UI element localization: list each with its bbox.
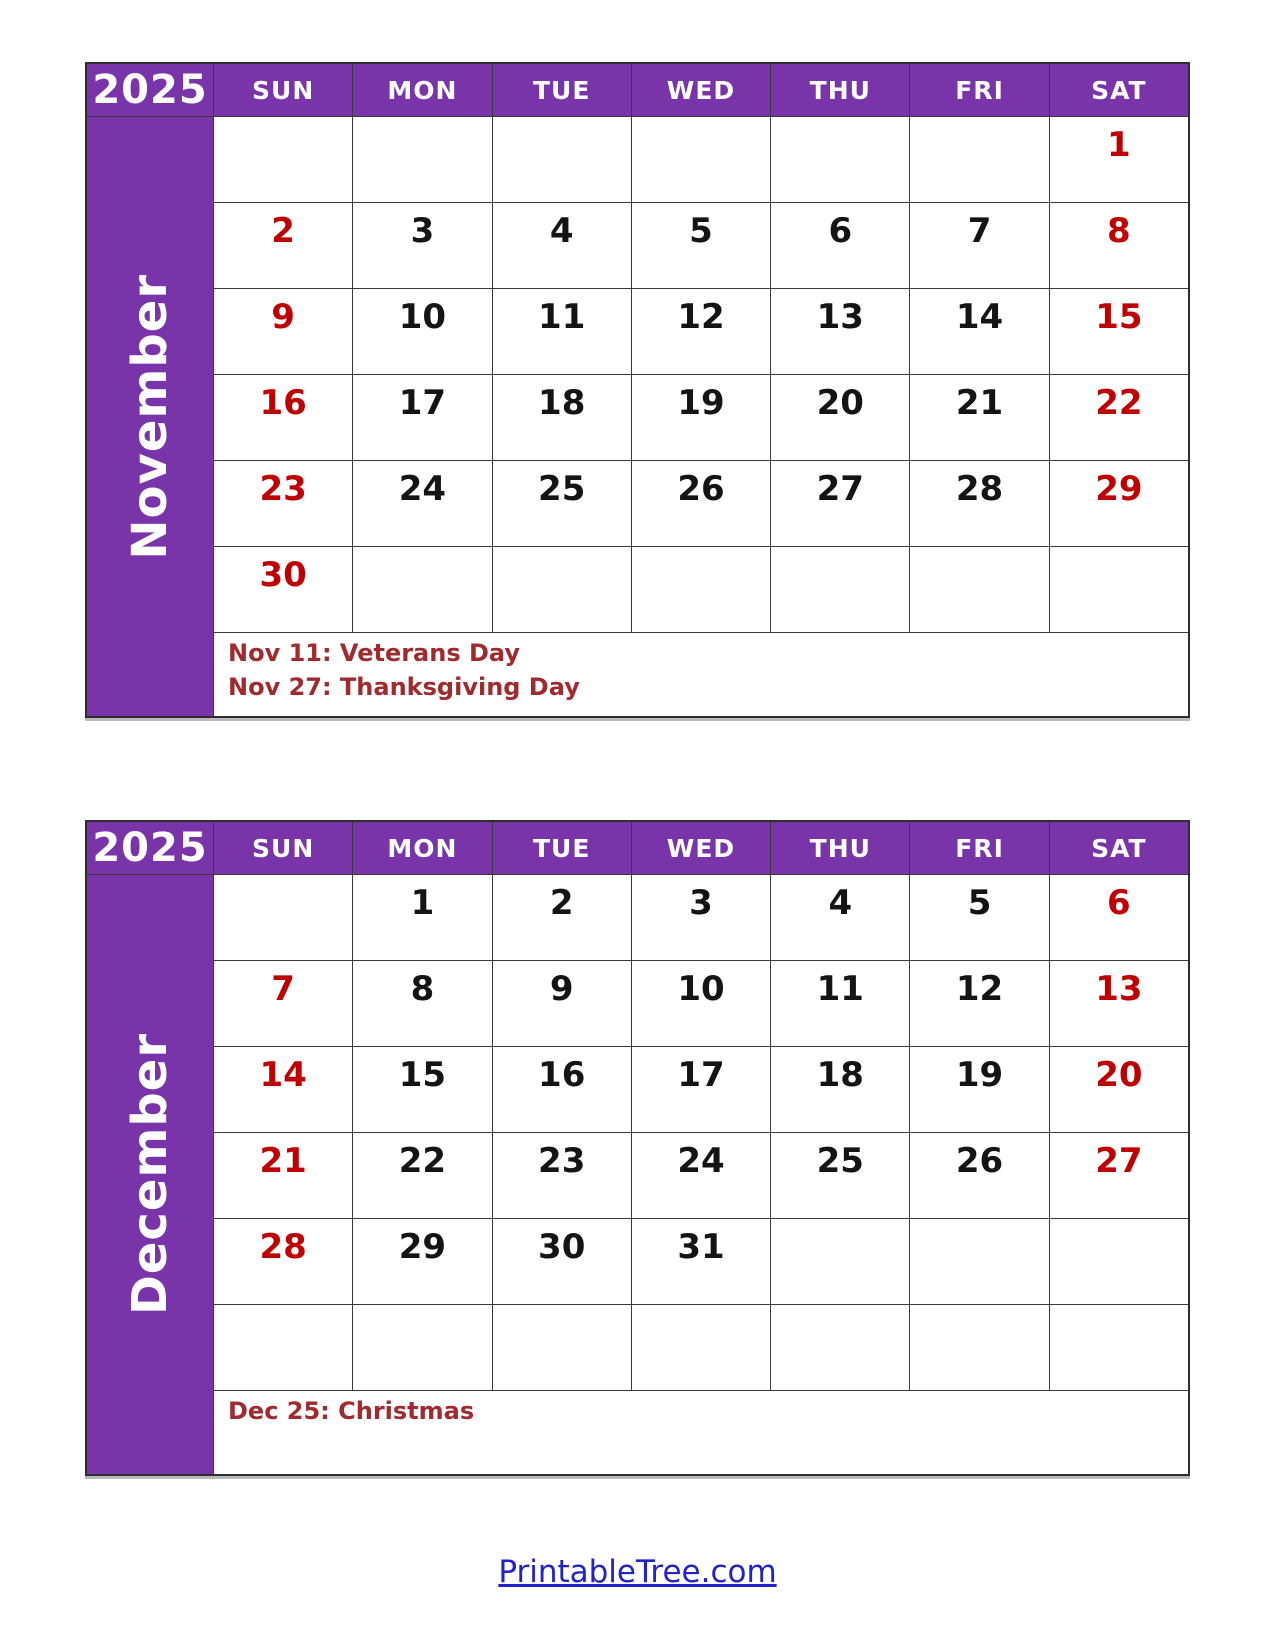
calendar-day-cell: 17 (632, 1047, 770, 1132)
holiday-line: Nov 27: Thanksgiving Day (228, 672, 580, 701)
december-calendar (85, 820, 1190, 1476)
day-header-wed: WED (632, 64, 770, 116)
calendar-day-cell: 7 (214, 961, 352, 1046)
calendar-day-cell: 7 (910, 203, 1048, 288)
calendar-day-cell: 28 (214, 1219, 352, 1304)
calendar-day-cell (493, 1305, 631, 1390)
calendar-day-cell (632, 1305, 770, 1390)
calendar-day-cell: 6 (1050, 875, 1188, 960)
calendar-day-cell (910, 1219, 1048, 1304)
calendar-day-cell: 3 (632, 875, 770, 960)
day-header-sat: SAT (1050, 822, 1188, 874)
month-label: December (122, 1033, 178, 1316)
calendar-day-cell: 4 (493, 203, 631, 288)
day-header-sun: SUN (214, 64, 352, 116)
calendar-day-cell: 25 (493, 461, 631, 546)
calendar-day-cell: 12 (632, 289, 770, 374)
calendar-day-cell (771, 547, 909, 632)
calendar-day-cell: 19 (910, 1047, 1048, 1132)
calendar-day-cell: 30 (493, 1219, 631, 1304)
day-header-sun: SUN (214, 822, 352, 874)
calendar-day-cell: 11 (771, 961, 909, 1046)
november-calendar (85, 62, 1190, 718)
calendar-day-cell (493, 117, 631, 202)
holiday-notes (214, 1391, 1188, 1474)
calendar-day-cell: 26 (910, 1133, 1048, 1218)
calendar-day-cell: 27 (1050, 1133, 1188, 1218)
calendar-day-cell (771, 1305, 909, 1390)
year-label: 2025 (87, 822, 213, 874)
calendar-day-cell (632, 117, 770, 202)
day-header-mon: MON (353, 822, 491, 874)
calendar-day-cell: 30 (214, 547, 352, 632)
calendar-day-cell: 9 (214, 289, 352, 374)
holiday-line: Nov 11: Veterans Day (228, 639, 520, 667)
calendar-day-cell (214, 117, 352, 202)
calendar-day-cell: 23 (493, 1133, 631, 1218)
calendar-day-cell (910, 547, 1048, 632)
calendar-day-cell (632, 547, 770, 632)
calendar-day-cell: 1 (353, 875, 491, 960)
calendar-day-cell: 16 (214, 375, 352, 460)
calendar-day-cell (214, 1305, 352, 1390)
month-sidebar (87, 117, 213, 716)
day-header-thu: THU (771, 822, 909, 874)
calendar-day-cell: 13 (1050, 961, 1188, 1046)
footer (0, 1554, 1275, 1590)
calendar-day-cell: 2 (214, 203, 352, 288)
calendar-day-cell: 15 (1050, 289, 1188, 374)
calendar-day-cell: 14 (214, 1047, 352, 1132)
calendar-day-cell: 17 (353, 375, 491, 460)
day-header-tue: TUE (493, 822, 631, 874)
day-header-fri: FRI (910, 822, 1048, 874)
calendar-day-cell: 25 (771, 1133, 909, 1218)
calendar-day-cell: 16 (493, 1047, 631, 1132)
calendar-day-cell (1050, 547, 1188, 632)
calendar-day-cell: 8 (353, 961, 491, 1046)
day-header-fri: FRI (910, 64, 1048, 116)
calendar-day-cell (771, 117, 909, 202)
calendar-day-cell: 24 (353, 461, 491, 546)
calendar-day-cell: 22 (1050, 375, 1188, 460)
calendar-day-cell: 26 (632, 461, 770, 546)
day-header-mon: MON (353, 64, 491, 116)
calendar-day-cell: 4 (771, 875, 909, 960)
calendar-day-cell: 21 (910, 375, 1048, 460)
calendar-day-cell (353, 547, 491, 632)
calendar-day-cell (493, 547, 631, 632)
calendar-day-cell: 22 (353, 1133, 491, 1218)
calendar-day-cell: 29 (1050, 461, 1188, 546)
calendar-day-cell: 9 (493, 961, 631, 1046)
calendar-day-cell: 1 (1050, 117, 1188, 202)
day-header-wed: WED (632, 822, 770, 874)
calendar-day-cell (353, 1305, 491, 1390)
calendar-day-cell: 6 (771, 203, 909, 288)
calendar-day-cell: 27 (771, 461, 909, 546)
calendar-day-cell: 28 (910, 461, 1048, 546)
printabletree-link[interactable]: PrintableTree.com (498, 1554, 777, 1590)
calendar-day-cell (910, 117, 1048, 202)
calendar-day-cell: 10 (353, 289, 491, 374)
calendar-day-cell: 20 (1050, 1047, 1188, 1132)
calendar-day-cell: 29 (353, 1219, 491, 1304)
calendar-day-cell (771, 1219, 909, 1304)
calendar-day-cell: 13 (771, 289, 909, 374)
calendar-day-cell: 10 (632, 961, 770, 1046)
calendar-day-cell: 31 (632, 1219, 770, 1304)
day-header-tue: TUE (493, 64, 631, 116)
calendar-day-cell (1050, 1219, 1188, 1304)
day-header-sat: SAT (1050, 64, 1188, 116)
calendar-day-cell (910, 1305, 1048, 1390)
december-grid (85, 820, 1190, 1476)
calendar-day-cell: 20 (771, 375, 909, 460)
calendar-day-cell: 18 (493, 375, 631, 460)
holiday-line: Dec 25: Christmas (228, 1397, 475, 1425)
calendar-day-cell: 15 (353, 1047, 491, 1132)
calendar-day-cell: 14 (910, 289, 1048, 374)
year-label: 2025 (87, 64, 213, 116)
calendar-day-cell: 2 (493, 875, 631, 960)
holiday-notes (214, 633, 1188, 716)
calendar-day-cell: 24 (632, 1133, 770, 1218)
month-label: November (122, 273, 178, 560)
calendar-day-cell: 5 (910, 875, 1048, 960)
calendar-day-cell (214, 875, 352, 960)
calendar-day-cell: 21 (214, 1133, 352, 1218)
calendar-day-cell: 23 (214, 461, 352, 546)
calendar-day-cell: 3 (353, 203, 491, 288)
day-header-thu: THU (771, 64, 909, 116)
calendar-day-cell: 12 (910, 961, 1048, 1046)
calendar-day-cell: 11 (493, 289, 631, 374)
month-sidebar (87, 875, 213, 1474)
calendar-day-cell: 18 (771, 1047, 909, 1132)
calendar-day-cell (1050, 1305, 1188, 1390)
calendar-day-cell (353, 117, 491, 202)
november-grid (85, 62, 1190, 718)
calendar-day-cell: 19 (632, 375, 770, 460)
calendar-day-cell: 8 (1050, 203, 1188, 288)
calendar-day-cell: 5 (632, 203, 770, 288)
